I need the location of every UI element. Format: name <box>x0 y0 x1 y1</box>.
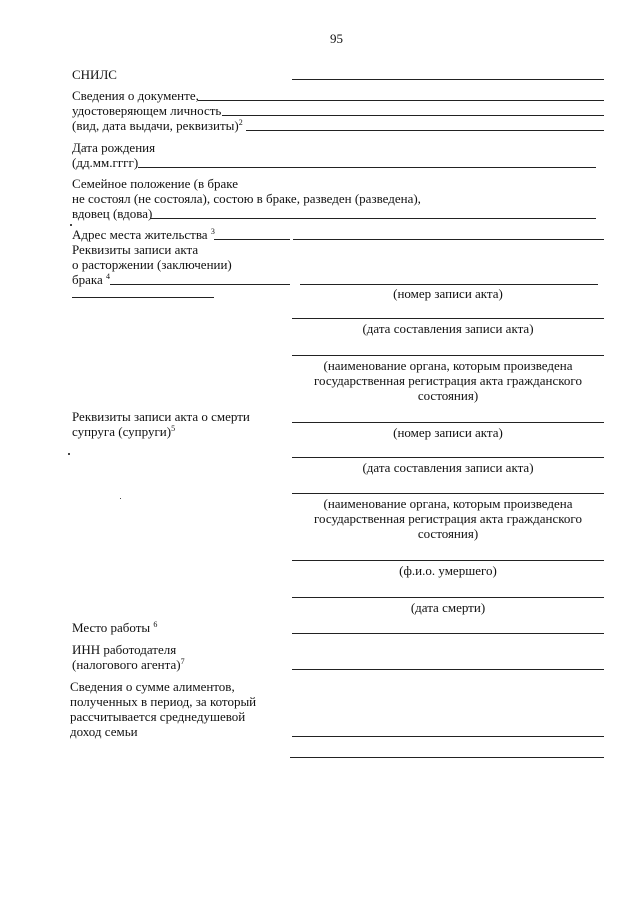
death-record-number-field[interactable] <box>292 422 604 423</box>
divorce-record-number-field[interactable] <box>300 284 598 285</box>
snils-label: СНИЛС <box>72 67 117 82</box>
footnote-ref: 5 <box>171 424 176 433</box>
workplace-label: Место работы $^6$ <box>72 620 158 635</box>
identity-doc-label-1: Сведения о документе, <box>72 88 199 103</box>
death-record-authority-field[interactable] <box>292 493 604 494</box>
snils-field[interactable] <box>292 79 604 80</box>
address-field-2[interactable] <box>293 239 604 240</box>
identity-doc-field-3[interactable] <box>246 130 604 131</box>
death-record-date-field[interactable] <box>292 457 604 458</box>
divorce-record-date-field[interactable] <box>292 318 604 319</box>
divorce-record-label-3: брака $^4$ <box>72 272 111 287</box>
deceased-name-field[interactable] <box>292 560 604 561</box>
identity-doc-label-2: удостоверяющем личность <box>72 103 222 118</box>
birth-date-field[interactable] <box>138 167 596 168</box>
divorce-record-authority-field[interactable] <box>292 355 604 356</box>
identity-doc-label-3: (вид, дата выдачи, реквизиты)$^2$ <box>72 118 243 133</box>
divorce-record-label-1: Реквизиты записи акта <box>72 242 199 257</box>
footnote-ref: 3 <box>210 227 215 236</box>
marital-status-field[interactable] <box>150 218 596 219</box>
page-number: 95 <box>330 31 343 46</box>
divorce-record-authority-caption: (наименование органа, которым произведена государственная регистрация акта гражданского состояния) <box>314 358 582 403</box>
scan-mark <box>68 453 70 455</box>
death-date-caption: (дата смерти) <box>410 600 486 615</box>
employer-inn-label-1: ИНН работодателя <box>72 642 177 657</box>
divorce-record-number-caption: (номер записи акта) <box>393 286 503 301</box>
marital-status-label-3: вдовец (вдова) <box>72 206 153 221</box>
death-record-number-caption: (номер записи акта) <box>393 425 503 440</box>
address-field-1[interactable] <box>214 239 290 240</box>
footnote-ref: 6 <box>153 620 158 629</box>
identity-doc-field-2[interactable] <box>222 115 604 116</box>
alimony-label-4: доход семьи <box>70 724 138 739</box>
footnote-ref: 7 <box>180 657 185 666</box>
address-label: Адрес места жительства $^3$ <box>72 227 215 242</box>
divorce-record-field-left-2[interactable] <box>72 297 214 298</box>
death-record-date-caption: (дата составления записи акта) <box>362 460 534 475</box>
death-record-label-2: супруга (супруги)$^5$ <box>72 424 176 439</box>
scan-mark <box>70 224 72 226</box>
employer-inn-field[interactable] <box>292 669 604 670</box>
divorce-record-label-2: о расторжении (заключении) <box>72 257 232 272</box>
death-record-label-1: Реквизиты записи акта о смерти <box>72 409 250 424</box>
birth-date-label-2: (дд.мм.гггг) <box>72 155 139 170</box>
deceased-name-caption: (ф.и.о. умершего) <box>399 563 497 578</box>
alimony-label-3: рассчитывается среднедушевой <box>70 709 246 724</box>
identity-doc-field-1[interactable] <box>198 100 604 101</box>
footnote-ref: 2 <box>238 118 243 127</box>
marital-status-label-2: не состоял (не состояла), состою в браке, разведен (разведена), <box>72 191 421 206</box>
scan-mark <box>120 498 121 499</box>
workplace-field[interactable] <box>292 633 604 634</box>
death-record-authority-caption: (наименование органа, которым произведена государственная регистрация акта гражданского состояния) <box>314 496 582 541</box>
alimony-label-1: Сведения о сумме алиментов, <box>70 679 235 694</box>
divorce-record-date-caption: (дата составления записи акта) <box>362 321 534 336</box>
alimony-label-2: полученных в период, за который <box>70 694 257 709</box>
birth-date-label-1: Дата рождения <box>72 140 156 155</box>
alimony-field-2[interactable] <box>290 757 604 758</box>
death-date-field[interactable] <box>292 597 604 598</box>
marital-status-label-1: Семейное положение (в браке <box>72 176 239 191</box>
alimony-field-1[interactable] <box>292 736 604 737</box>
employer-inn-label-2: (налогового агента)$^7$ <box>72 657 185 672</box>
divorce-record-field-left-1[interactable] <box>110 284 290 285</box>
footnote-ref: 4 <box>106 272 111 281</box>
